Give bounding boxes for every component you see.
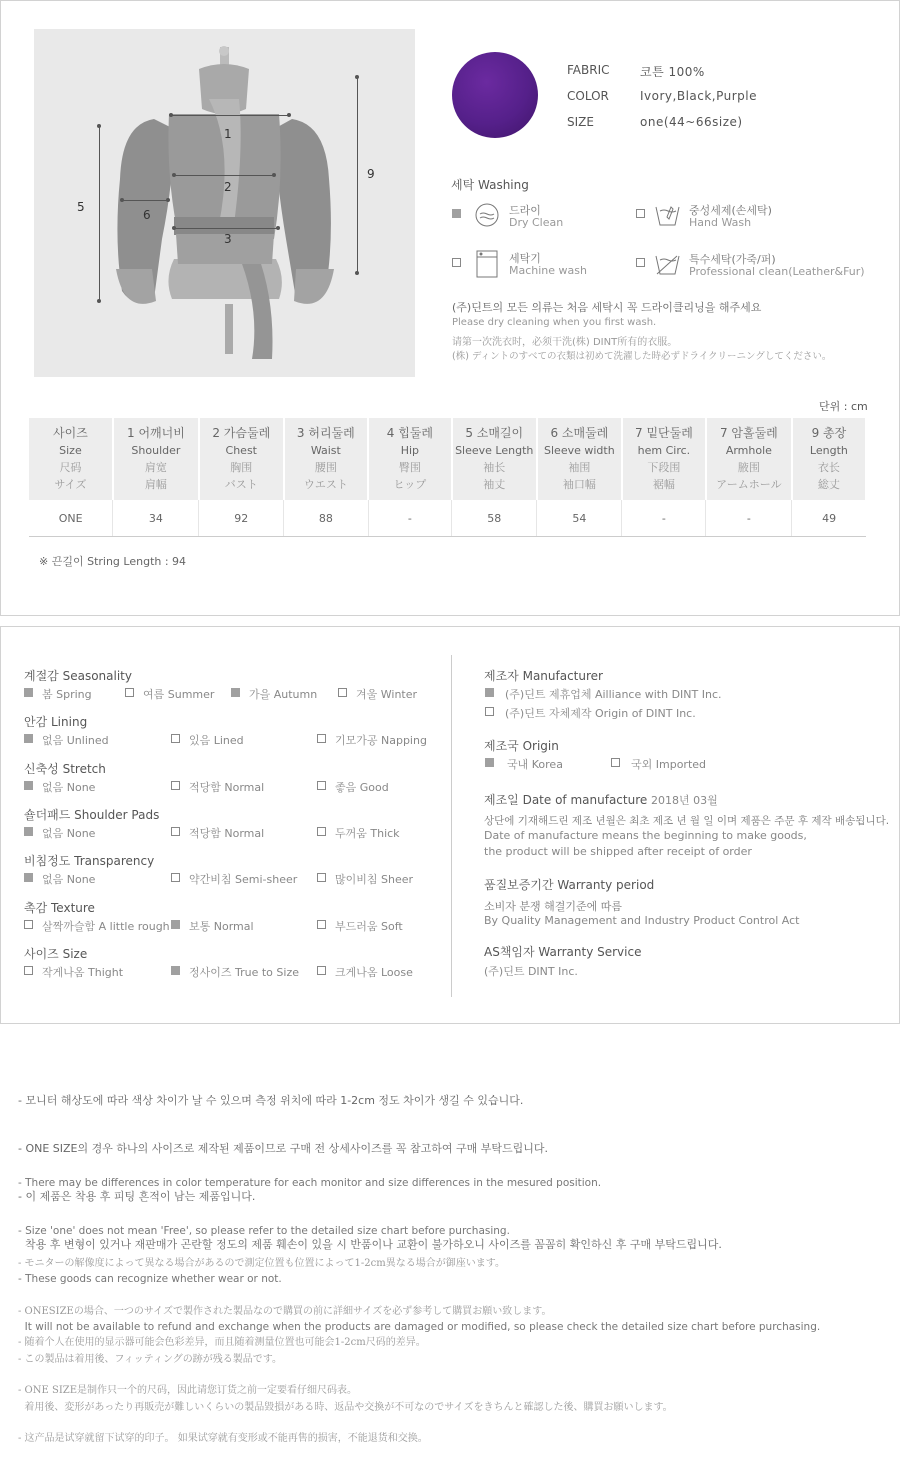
header-en: Sleeve width	[544, 444, 615, 457]
size-label: SIZE	[567, 115, 594, 129]
manufacturer-option-alliance: (주)딘트 제휴업체 Ailliance with DINT Inc.	[505, 688, 722, 701]
disclaimer-line: - 这产品是试穿就留下试穿的印子。 如果试穿就有变形或不能再售的损害，不能退货和交换。	[18, 1433, 428, 1444]
attribute-checkbox[interactable]	[338, 688, 347, 697]
attribute-checkbox[interactable]	[24, 873, 33, 882]
washing-note-ko: (주)딘트의 모든 의류는 처음 세탁시 꼭 드라이클리닝을 해주세요	[452, 301, 762, 314]
attribute-option-label: 크게나옴 Loose	[335, 966, 413, 979]
header-zh: 尺码	[59, 461, 82, 474]
attribute-option-label: 보통 Normal	[189, 920, 254, 933]
header-ja: 袖丈	[483, 478, 506, 491]
column-divider	[451, 655, 452, 997]
attribute-checkbox[interactable]	[24, 781, 33, 790]
header-ko: 7 암홀둘레	[719, 426, 778, 440]
washing-special-ko: 특수세탁(가죽/퍼)	[689, 253, 776, 266]
measure-line-length	[357, 77, 358, 273]
header-size	[29, 418, 113, 500]
disclaimer-line: - There may be differences in color temperature for each monitor and size differences in the mesured position.	[18, 1177, 602, 1189]
product-info-panel	[0, 0, 900, 616]
attribute-group-title: 안감 Lining	[24, 715, 88, 729]
attribute-group-title: 계절감 Seasonality	[24, 669, 132, 683]
size-table-header-row	[29, 418, 866, 500]
date-value: 2018년 03월	[651, 794, 718, 807]
header-sleeve-width	[537, 418, 622, 500]
attribute-option-label: 정사이즈 True to Size	[189, 966, 299, 979]
warranty-title: 품질보증기간 Warranty period	[484, 878, 655, 892]
measure-label-9: 9	[367, 167, 375, 181]
cell-hip: -	[368, 500, 452, 537]
attribute-option-label: 적당함 Normal	[189, 827, 265, 840]
cell-sleeve-length: 58	[452, 500, 537, 537]
disclaimer-line: It will not be available to refund and exchange when the products are damaged or modified, so please check the detailed size chart before purchasing.	[18, 1321, 821, 1333]
disclaimer-line: - ONE SIZE是制作只一个的尺码，因此请您订货之前一定要看仔细尺码表。	[18, 1385, 358, 1396]
header-ja: アームホール	[716, 478, 782, 491]
attribute-checkbox[interactable]	[317, 966, 326, 975]
size-table	[29, 418, 867, 537]
attribute-option-label: 봄 Spring	[42, 688, 92, 701]
attribute-checkbox[interactable]	[317, 873, 326, 882]
attribute-option-label: 많이비침 Sheer	[335, 873, 414, 886]
header-en: Shoulder	[131, 444, 181, 457]
header-en: Length	[809, 444, 848, 457]
attribute-group-title: 신축성 Stretch	[24, 762, 106, 776]
header-en: hem Circ.	[637, 444, 691, 457]
unit-label: 단위 : cm	[819, 400, 868, 413]
attribute-checkbox[interactable]	[171, 873, 180, 882]
header-ko: 9 총장	[811, 426, 847, 440]
washing-dry-en: Dry Clean	[509, 216, 564, 229]
header-ko: 6 소매둘레	[550, 426, 609, 440]
header-armhole	[706, 418, 792, 500]
manufacturer-option-origin: (주)딘트 자체제작 Origin of DINT Inc.	[505, 707, 696, 720]
attribute-checkbox[interactable]	[171, 920, 180, 929]
header-ja: サイズ	[54, 478, 87, 491]
measure-line-chest	[174, 175, 274, 176]
attribute-checkbox[interactable]	[171, 827, 180, 836]
attribute-group-title: 촉감 Texture	[24, 901, 95, 915]
header-waist	[284, 418, 369, 500]
attribute-group-title: 사이즈 Size	[24, 947, 88, 961]
measure-label-6: 6	[143, 208, 151, 222]
attribute-option-label: 두꺼움 Thick	[335, 827, 400, 840]
header-en: Waist	[310, 444, 341, 457]
color-label: COLOR	[567, 89, 609, 103]
header-zh: 下段围	[647, 461, 681, 474]
attribute-checkbox[interactable]	[171, 781, 180, 790]
washing-checkbox-hand[interactable]	[636, 209, 645, 218]
header-ko: 4 힙둘레	[386, 426, 433, 440]
header-zh: 衣长	[817, 461, 840, 474]
attribute-option-label: 적당함 Normal	[189, 781, 265, 794]
warranty-note-1: 소비자 분쟁 해결기준에 따름	[484, 900, 623, 913]
header-ja: ウエスト	[303, 478, 348, 491]
measure-line-waist	[174, 228, 278, 229]
cell-armhole: -	[706, 500, 792, 537]
measure-dot	[166, 198, 170, 202]
string-length-note: ※ 끈길이 String Length : 94	[39, 555, 187, 568]
date-note-3: the product will be shipped after receipt of order	[484, 845, 752, 858]
measure-dot	[97, 124, 101, 128]
attribute-checkbox[interactable]	[317, 781, 326, 790]
header-en: Size	[59, 444, 82, 457]
attribute-option-label: 살짝까슬함 A little rough	[42, 920, 170, 933]
disclaimer-line: - 이 제품은 착용 후 피팅 흔적이 남는 제품입니다.	[18, 1190, 256, 1203]
header-hem	[622, 418, 706, 500]
washing-checkbox-machine[interactable]	[452, 258, 461, 267]
measure-dot	[272, 173, 276, 177]
measure-dot	[355, 271, 359, 275]
washing-note-ja: (株) ディントのすべての衣類は初めて洗濯した時必ずドライクリーニングしてください。	[452, 351, 832, 362]
measure-line-sleeve-length	[99, 126, 100, 301]
header-ko: 2 가슴둘레	[212, 426, 271, 440]
washing-special-en: Professional clean(Leather&Fur)	[689, 265, 865, 278]
washing-machine-icon	[475, 249, 501, 279]
origin-checkbox-imported[interactable]	[611, 758, 620, 767]
disclaimer-line: - Size 'one' does not mean 'Free', so please refer to the detailed size chart before purchasing.	[18, 1225, 510, 1237]
warranty-note-2: By Quality Management and Industry Product Control Act	[484, 914, 800, 927]
attribute-option-label: 없음 None	[42, 781, 96, 794]
header-ja: 総丈	[817, 478, 840, 491]
attribute-option-label: 겨울 Winter	[356, 688, 418, 701]
cell-waist: 88	[284, 500, 369, 537]
attribute-checkbox[interactable]	[24, 827, 33, 836]
cell-hem: -	[622, 500, 706, 537]
attribute-checkbox[interactable]	[171, 734, 180, 743]
header-en: Sleeve Length	[455, 444, 534, 457]
disclaimer-line: - 随着个人在使用的显示器可能会色彩差异，而且随着测量位置也可能会1-2cm尺码的差异。	[18, 1337, 426, 1348]
as-title: AS책임자 Warranty Service	[484, 945, 642, 959]
fabric-value: 코튼 100%	[640, 65, 705, 79]
header-ko: 7 밑단둘레	[635, 426, 693, 440]
color-value: Ivory,Black,Purple	[640, 89, 758, 103]
fabric-swatch	[452, 52, 538, 138]
header-hip	[368, 418, 452, 500]
header-zh: 肩宽	[144, 461, 167, 474]
disclaimer-zh	[18, 1303, 428, 1463]
header-zh: 袖长	[483, 461, 506, 474]
washing-checkbox-special[interactable]	[636, 258, 645, 267]
size-value: one(44~66size)	[640, 115, 743, 129]
manufacturer-checkbox-alliance[interactable]	[485, 688, 494, 697]
header-zh: 腋围	[737, 461, 760, 474]
dry-clean-icon	[474, 202, 500, 228]
measure-line-shoulder	[171, 115, 289, 116]
disclaimer-line: 着用後、変形があったり再販売が難しいくらいの製品毀損がある時、返品や交換が不可なのでサイズをきちんと確認した後、購買お願いします。	[18, 1402, 673, 1413]
date-note-1: 상단에 기재해드린 제조 년월은 최초 제조 년 월 일 이며 제품은 주문 후 제작 배송됩니다.	[484, 815, 890, 827]
header-sleeve-length	[452, 418, 537, 500]
cell-sleeve-width: 54	[537, 500, 622, 537]
measure-label-5: 5	[77, 200, 85, 214]
attribute-option-label: 좋음 Good	[335, 781, 389, 794]
attribute-checkbox[interactable]	[317, 734, 326, 743]
header-zh: 胸围	[230, 461, 253, 474]
measure-dot	[97, 299, 101, 303]
washing-note-zh: 请第一次洗衣时，必须干洗(株) DINT所有的衣服。	[452, 337, 678, 348]
header-ja: 肩幅	[144, 478, 167, 491]
attribute-option-label: 부드러움 Soft	[335, 920, 403, 933]
attribute-group-title: 숄더패드 Shoulder Pads	[24, 808, 160, 822]
header-ja: バスト	[224, 478, 258, 491]
header-length	[792, 418, 866, 500]
attribute-option-label: 기모가공 Napping	[335, 734, 427, 747]
disclaimer-line: 착용 후 변형이 있거나 재판매가 곤란할 정도의 제품 훼손이 있을 시 반품이나 교환이 불가하오니 사이즈를 꼼꼼히 확인하신 후 구매 부탁드립니다.	[18, 1238, 722, 1251]
header-en: Armhole	[725, 444, 772, 457]
attribute-option-label: 없음 Unlined	[42, 734, 109, 747]
date-note-2: Date of manufacture means the beginning to make goods,	[484, 829, 807, 842]
attribute-checkbox[interactable]	[317, 827, 326, 836]
attribute-checkbox[interactable]	[317, 920, 326, 929]
origin-option-imported: 국외 Imported	[631, 758, 707, 771]
washing-hand-ko: 중성세제(손세탁)	[689, 204, 772, 217]
washing-title: 세탁 Washing	[451, 178, 529, 192]
manufacturer-checkbox-origin[interactable]	[485, 707, 494, 716]
attribute-checkbox[interactable]	[24, 688, 33, 697]
hand-wash-icon	[653, 201, 681, 229]
disclaimer-line: - These goods can recognize whether wear or not.	[18, 1273, 282, 1285]
washing-machine-ko: 세탁기	[509, 252, 541, 265]
attribute-checkbox[interactable]	[171, 966, 180, 975]
header-zh: 腰围	[314, 461, 337, 474]
disclaimer-line: - モニターの解像度によって異なる場合があるので測定位置も位置によって1-2cm異なる場合が御座います。	[18, 1258, 505, 1269]
measure-label-3: 3	[224, 232, 232, 246]
header-ja: 裾幅	[652, 478, 675, 491]
header-ko: 1 어깨너비	[127, 426, 185, 440]
attribute-checkbox[interactable]	[231, 688, 240, 697]
measure-dot	[172, 173, 176, 177]
measure-dot	[120, 198, 124, 202]
measure-label-2: 2	[224, 180, 232, 194]
attribute-checkbox[interactable]	[24, 734, 33, 743]
header-en: Chest	[225, 444, 257, 457]
attribute-option-label: 여름 Summer	[143, 688, 215, 701]
attribute-option-label: 가을 Autumn	[249, 688, 318, 701]
measure-dot	[276, 226, 280, 230]
header-ko: 사이즈	[53, 426, 88, 440]
measure-label-1: 1	[224, 127, 232, 141]
header-zh: 袖围	[568, 461, 591, 474]
attribute-option-label: 약간비침 Semi-sheer	[189, 873, 298, 886]
cell-length: 49	[792, 500, 866, 537]
garment-photo	[34, 29, 415, 377]
header-ko: 5 소매길이	[465, 426, 524, 440]
disclaimer-line: - この製品は着用後、フィッティングの跡が残る製品です。	[18, 1354, 282, 1365]
special-wash-icon	[653, 250, 681, 278]
measure-line-sleeve-width	[122, 200, 168, 201]
header-ja: 袖口幅	[562, 478, 596, 491]
header-ko: 3 허리둘레	[296, 426, 355, 440]
attribute-option-label: 있음 Lined	[189, 734, 244, 747]
attribute-checkbox[interactable]	[24, 920, 33, 929]
date-title: 제조일 Date of manufacture	[484, 793, 648, 807]
disclaimer-line: - 모니터 해상도에 따라 색상 차이가 날 수 있으며 측정 위치에 따라 1-2cm 정도 차이가 생길 수 있습니다.	[18, 1094, 524, 1107]
cell-chest: 92	[199, 500, 284, 537]
origin-title: 제조국 Origin	[484, 739, 559, 753]
origin-option-korea: 국내 Korea	[507, 758, 563, 771]
washing-machine-en: Machine wash	[509, 264, 587, 277]
size-table-row	[29, 500, 866, 537]
measure-dot	[172, 226, 176, 230]
attribute-option-label: 없음 None	[42, 827, 96, 840]
washing-checkbox-dry[interactable]	[452, 209, 461, 218]
header-shoulder	[113, 418, 199, 500]
manufacturer-title: 제조자 Manufacturer	[484, 669, 603, 683]
measure-dot	[355, 75, 359, 79]
header-zh: 臀围	[398, 461, 421, 474]
washing-note-en: Please dry cleaning when you first wash.	[452, 317, 657, 328]
attribute-option-label: 작게나옴 Thight	[42, 966, 124, 979]
attribute-checkbox[interactable]	[24, 966, 33, 975]
washing-dry-ko: 드라이	[509, 204, 541, 217]
attribute-checkbox[interactable]	[125, 688, 134, 697]
as-value: (주)딘트 DINT Inc.	[484, 965, 578, 978]
cell-size: ONE	[29, 500, 113, 537]
measure-dot	[287, 113, 291, 117]
header-en: Hip	[400, 444, 420, 457]
disclaimer-line: - ONESIZEの場合、一つのサイズで製作された製品なので購買の前に詳細サイズを必ず参考して購買お願い致します。	[18, 1306, 552, 1317]
cell-shoulder: 34	[113, 500, 199, 537]
attribute-option-label: 없음 None	[42, 873, 96, 886]
washing-hand-en: Hand Wash	[689, 216, 752, 229]
attribute-group-title: 비침정도 Transparency	[24, 854, 155, 868]
fabric-label: FABRIC	[567, 63, 610, 77]
measure-dot	[169, 113, 173, 117]
disclaimer-line: - ONE SIZE의 경우 하나의 사이즈로 제작된 제품이므로 구매 전 상세사이즈를 꼭 참고하여 구매 부탁드립니다.	[18, 1142, 549, 1155]
header-chest	[199, 418, 284, 500]
origin-checkbox-korea[interactable]	[485, 758, 494, 767]
header-ja: ヒップ	[393, 478, 427, 491]
